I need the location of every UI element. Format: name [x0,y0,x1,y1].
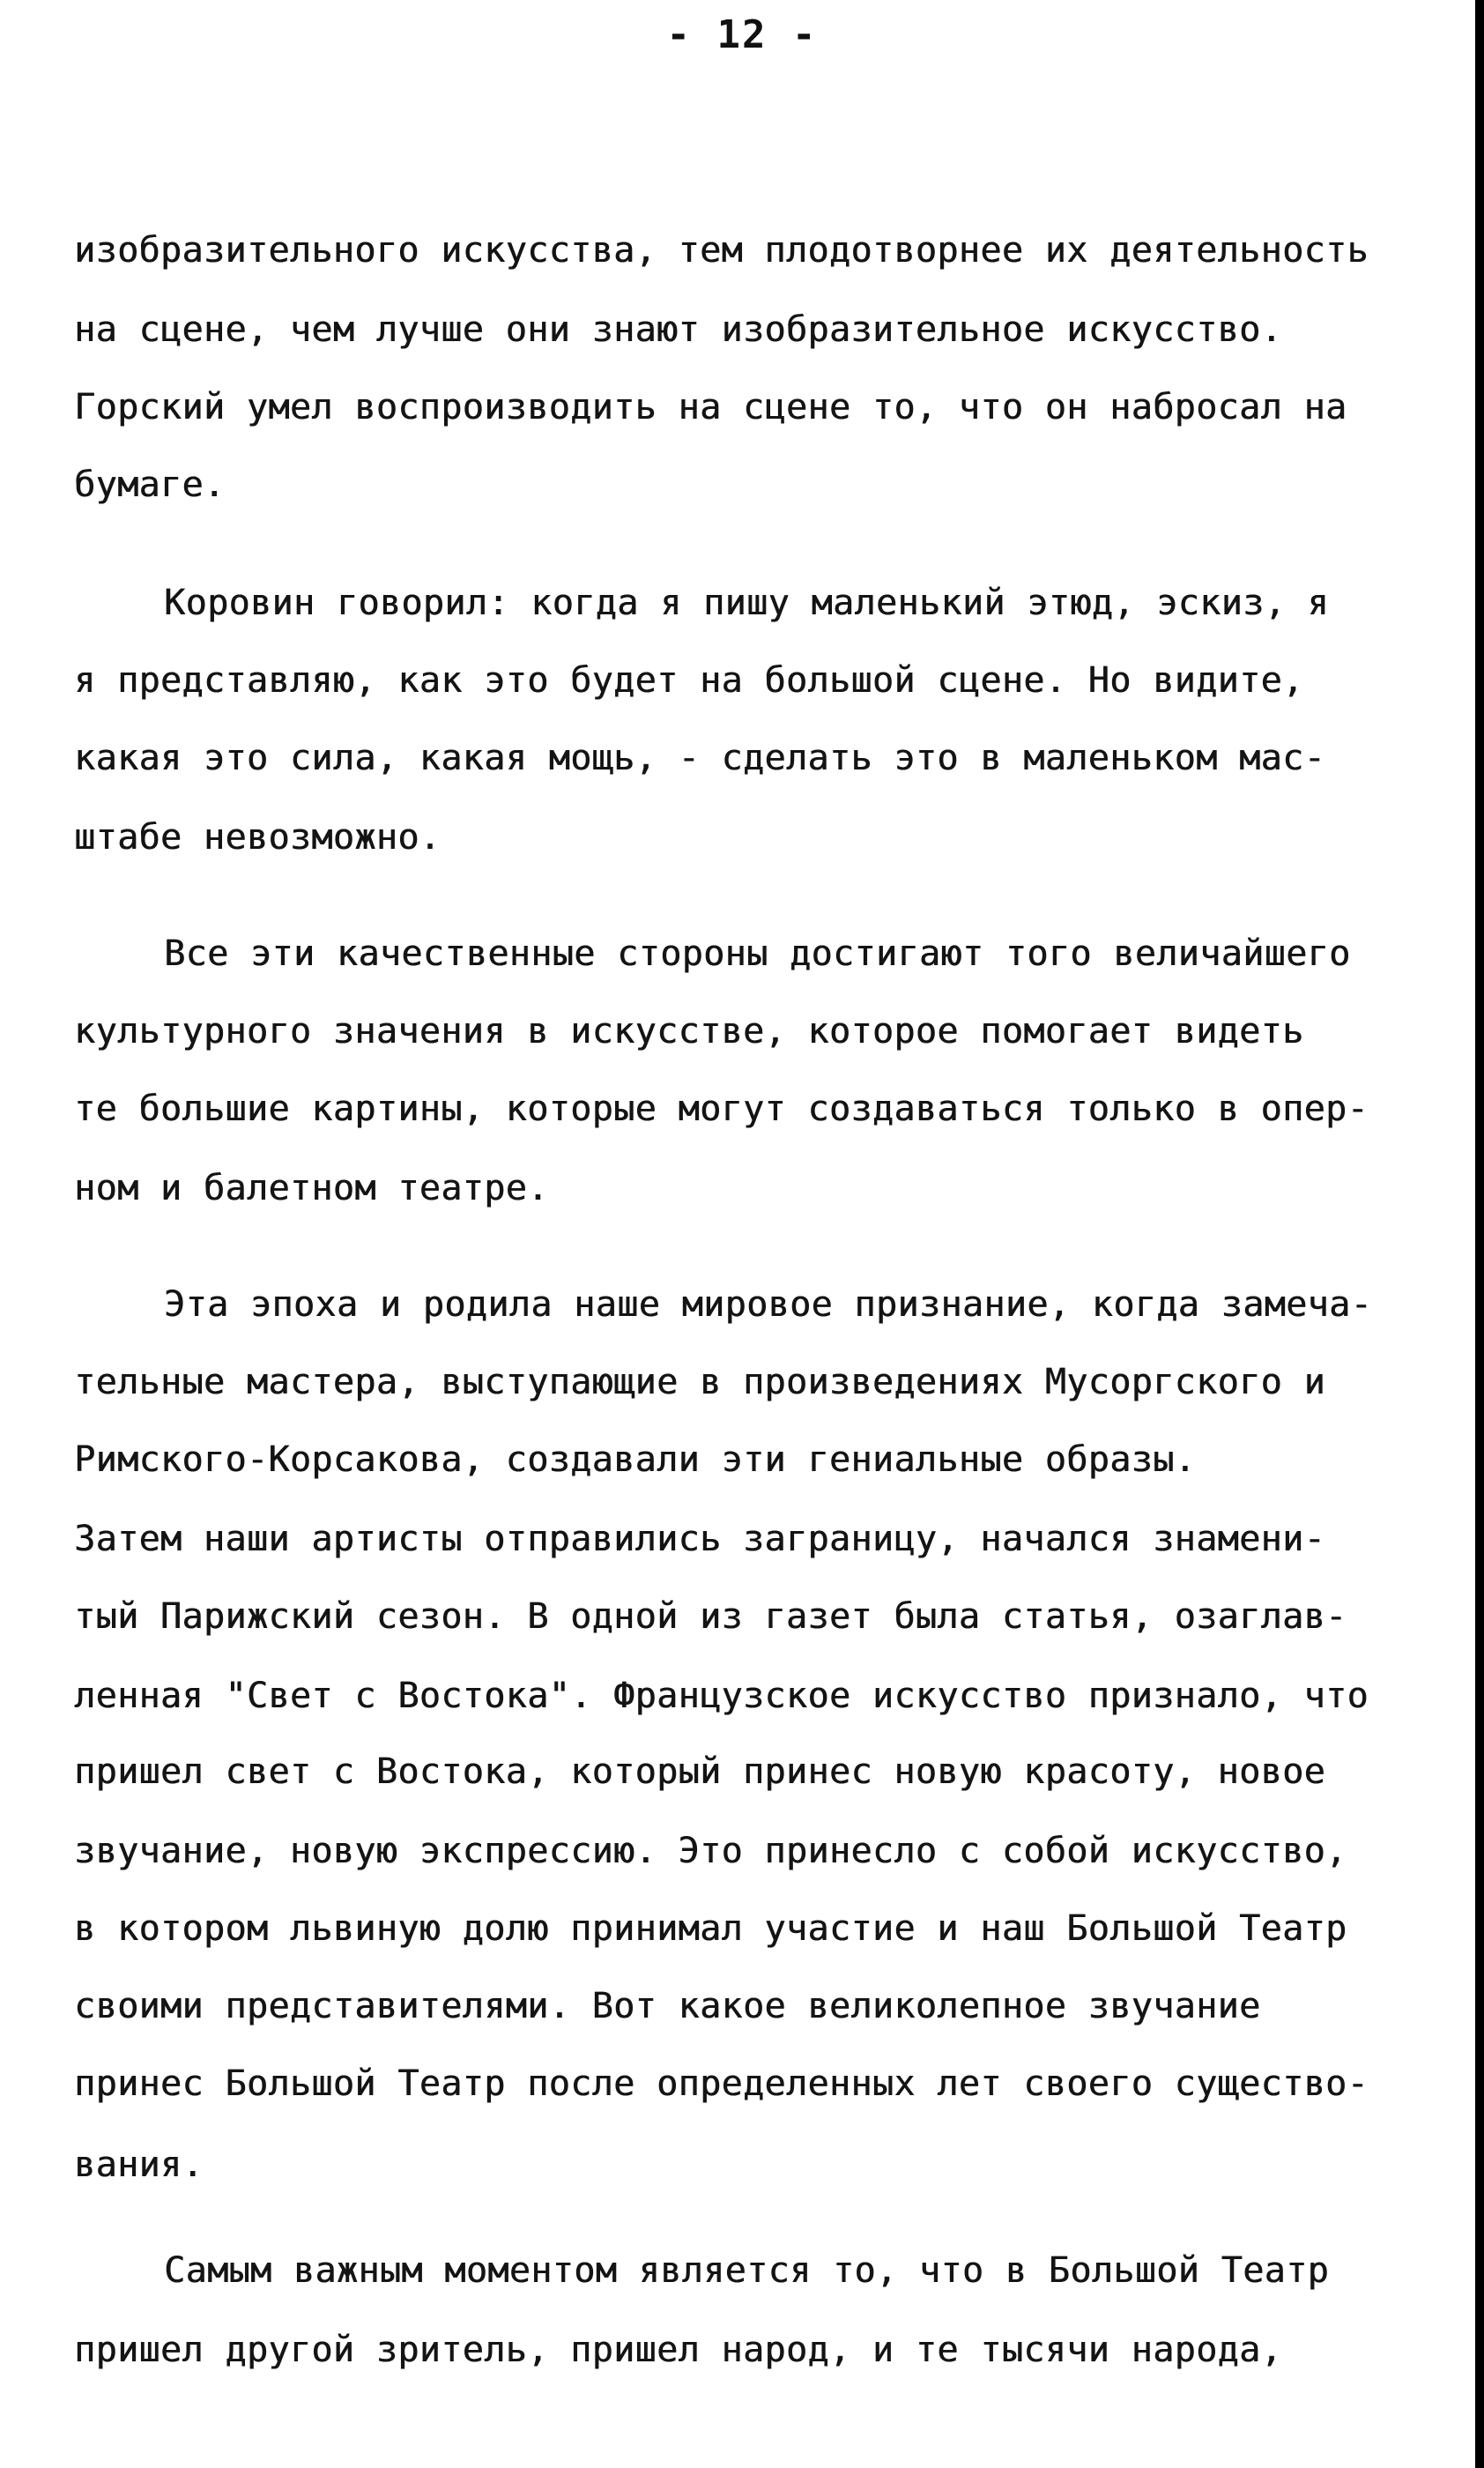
text-line: изобразительного искусства, тем плодотворнее их деятельность [74,230,1369,271]
text-line: Все эти качественные стороны достигают того величайшего [164,933,1351,974]
text-line: пришел свет с Востока, который принес новую красоту, новое [74,1751,1325,1792]
text-line: звучание, новую экспрессию. Это принесло с собой искусство, [74,1831,1347,1871]
text-line: бумаге. [74,465,226,505]
text-line: штабе невозможно. [74,817,441,858]
page-number: - 12 - [666,12,818,57]
text-line: какая это сила, какая мощь, - сделать это в маленьком мас- [74,738,1325,778]
scan-edge-border [1475,0,1484,2468]
text-line: вания. [74,2145,204,2185]
text-line: пришел другой зритель, пришел народ, и те тысячи народа, [74,2330,1282,2370]
text-line: Затем наши артисты отправились заграницу, начался знамени- [74,1519,1325,1559]
text-line: Римского-Корсакова, создавали эти гениальные образы. [74,1439,1197,1480]
text-line: в котором львиную долю принимал участие и наш Большой Театр [74,1908,1347,1949]
text-line: Коровин говорил: когда я пишу маленький этюд, эскиз, я [164,583,1330,623]
text-line: ном и балетном театре. [74,1168,549,1208]
text-line: тельные мастера, выступающие в произведениях Мусоргского и [74,1362,1325,1402]
text-line: ленная "Свет с Востока". Французское искусство признало, что [74,1676,1369,1716]
text-line: своими представителями. Вот какое великолепное звучание [74,1986,1261,2026]
text-line: на сцене, чем лучше они знают изобразительное искусство. [74,309,1282,350]
text-line: культурного значения в искусстве, которое помогает видеть [74,1011,1304,1052]
text-line: Самым важным моментом является то, что в Большой Театр [164,2250,1330,2291]
text-line: тый Парижский сезон. В одной из газет была статья, озаглав- [74,1596,1347,1637]
text-line: Эта эпоха и родила наше мировое признание, когда замеча- [164,1284,1372,1325]
text-line: я представляю, как это будет на большой сцене. Но видите, [74,660,1304,701]
text-line: Горский умел воспроизводить на сцене то, что он набросал на [74,387,1347,427]
text-line: те большие картины, которые могут создаваться только в опер- [74,1089,1369,1129]
text-line: принес Большой Театр после определенных лет своего существо- [74,2063,1369,2104]
